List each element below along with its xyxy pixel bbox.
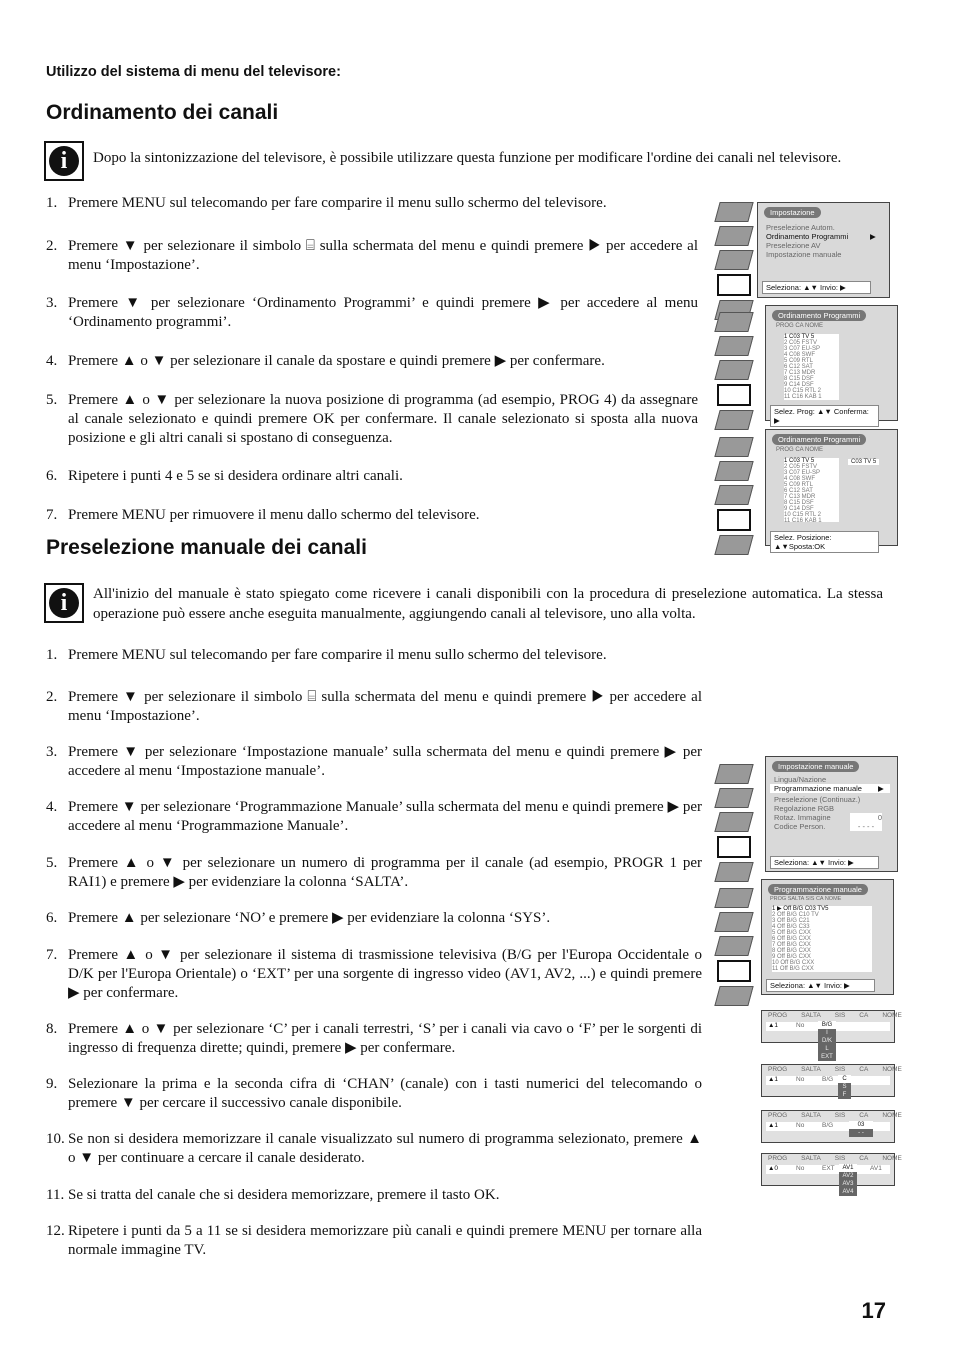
tuning-menu-icon (714, 535, 753, 555)
tuning-menu-icon (714, 410, 753, 430)
menu-sidebar (717, 764, 751, 882)
setup-menu-icon (717, 960, 751, 982)
setup-menu-icon (717, 274, 751, 296)
picture-menu-icon (714, 888, 753, 908)
channel-list: 1 C03 TV 5 2 C05 FSTV 3 C07 EU-SP 4 C08 SWF 5 C09 RTL 6 C12 SAT 7 C13 MDR 8 C15 DSF 9 C14 DSF 10 C15 RTL 2 11 C16 KAB 1 (784, 334, 839, 400)
code-value: - - - - (850, 822, 882, 831)
menu-title: Ordinamento Programmi (772, 310, 866, 321)
ca-dropdown: C S F (838, 1075, 851, 1099)
features-menu-icon (714, 360, 753, 380)
picture-menu-icon (714, 764, 753, 784)
table-header: PROG CA NOME (776, 447, 824, 453)
menu-sidebar (717, 437, 751, 555)
tv-screen-programmazione-manuale (761, 879, 894, 995)
snippet-sys: PROG SALTA SIS CA NOME ▲1 No B/G I D/K L EXT (761, 1010, 895, 1043)
features-menu-icon (714, 812, 753, 832)
menu-item: Impostazione manuale (766, 250, 842, 259)
sound-menu-icon (714, 461, 753, 481)
status-bar: Selez. Posizione: ▲▼Sposta:OK (770, 531, 879, 553)
features-menu-icon (714, 936, 753, 956)
snippet-ca: PROG SALTA SIS CA NOME ▲1 No B/G C S F (761, 1064, 895, 1097)
tv-screen-ordinamento (765, 305, 898, 425)
setup-menu-icon (717, 836, 751, 858)
picture-menu-icon (714, 202, 753, 222)
menu-item: Rotaz. Immagine (774, 813, 831, 822)
features-menu-icon (714, 485, 753, 505)
snippet-ext: PROG SALTA SIS CA NOME ▲0 No EXT AV1 AV1 AV2 AV3 AV4 (761, 1153, 895, 1186)
menu-sidebar (717, 202, 751, 320)
status-bar: Seleziona: ▲▼ Invio: ▶ (770, 856, 879, 869)
section1-intro: Dopo la sintonizzazione del televisore, è possibile utilizzare questa funzione per modificare l'ordine dei canali nel televisore. (93, 150, 842, 166)
menu-title: Impostazione (764, 207, 821, 218)
menu-item: Codice Person. (774, 822, 826, 831)
section2-intro: All'inizio del manuale è stato spiegato come ricevere i canali disponibili con la procedura di preselezione automatica. La stessa operazione può essere anche eseguita manualmente, aggiungendo canali al televisore, uno alla volta. (93, 586, 883, 622)
tv-screen-impostazione (757, 202, 890, 298)
table-header: PROG CA NOME (776, 323, 824, 329)
menu-title: Programmazione manuale (768, 884, 868, 895)
sound-menu-icon (714, 226, 753, 246)
tv-screen-ordinamento-move (765, 429, 898, 551)
menu-item: Preselezione (Continuaz.) (774, 795, 861, 804)
menu-title: Impostazione manuale (772, 761, 859, 772)
menu-item: Preselezione AV (766, 241, 821, 250)
features-menu-icon (714, 250, 753, 270)
sys-dropdown: B/G I D/K L EXT (818, 1021, 836, 1061)
av-dropdown: AV1 AV2 AV3 AV4 (839, 1164, 857, 1196)
picture-menu-icon (714, 437, 753, 457)
status-bar: Selez. Prog: ▲▼ Conferma: ▶ (770, 405, 879, 427)
menu-title: Ordinamento Programmi (772, 434, 866, 445)
status-bar: Seleziona: ▲▼ Invio: ▶ (766, 979, 875, 992)
sound-menu-icon (714, 336, 753, 356)
arrow-right-icon: ▶ (870, 232, 876, 241)
info-icon: i (44, 583, 84, 623)
moving-channel: C03 TV 5 (848, 459, 879, 465)
menu-sidebar (717, 888, 751, 1006)
menu-item: Preselezione Autom. (766, 223, 835, 232)
info-icon: i (44, 141, 84, 181)
setup-menu-icon (717, 509, 751, 531)
tv-screen-impostazione-manuale (765, 756, 898, 872)
menu-item: Lingua/Nazione (774, 775, 827, 784)
snippet-channel: PROG SALTA SIS CA NOME ▲1 No B/G 03 - - (761, 1110, 895, 1143)
section-kicker: Utilizzo del sistema di menu del televisore: (46, 64, 341, 80)
menu-item: Regolazione RGB (774, 804, 835, 813)
channel-dropdown: 03 - - (849, 1121, 873, 1137)
section1-title: Ordinamento dei canali (46, 101, 279, 124)
picture-menu-icon (714, 312, 753, 332)
setup-menu-icon (717, 384, 751, 406)
status-bar: Seleziona: ▲▼ Invio: ▶ (762, 281, 871, 294)
channel-list: 1 ▶ Off B/G C03 TV5 2 Off B/G C10 TV 3 Off B/G C21 4 Off B/G C33 5 Off B/G CXX 6 Off B/G CXX 7 Off B/G CXX 8 Off B/G CXX 9 Off B/G CXX 10 Off B/G CXX 11 Off B/G CXX (772, 906, 872, 972)
channel-list: 1 C03 TV 5 2 C05 FSTV 3 C07 EU-SP 4 C08 SWF 5 C09 RTL 6 C12 SAT 7 C13 MDR 8 C15 DSF 9 C14 DSF 10 C15 RTL 2 11 C16 KAB 1 (784, 458, 839, 522)
menu-sidebar (717, 312, 751, 430)
sound-menu-icon (714, 788, 753, 808)
section2-title: Preselezione manuale dei canali (46, 536, 367, 559)
tuning-menu-icon (714, 862, 753, 882)
sound-menu-icon (714, 912, 753, 932)
page-number: 17 (861, 1298, 886, 1323)
menu-item-selected: Programmazione manuale (770, 784, 890, 793)
tuning-menu-icon (714, 986, 753, 1006)
rotation-value: 0 (850, 813, 882, 822)
menu-item-selected: Ordinamento Programmi (766, 232, 849, 241)
arrow-right-icon: ▶ (878, 784, 884, 793)
table-header: PROG SALTA SIS CA NOME (770, 896, 842, 902)
